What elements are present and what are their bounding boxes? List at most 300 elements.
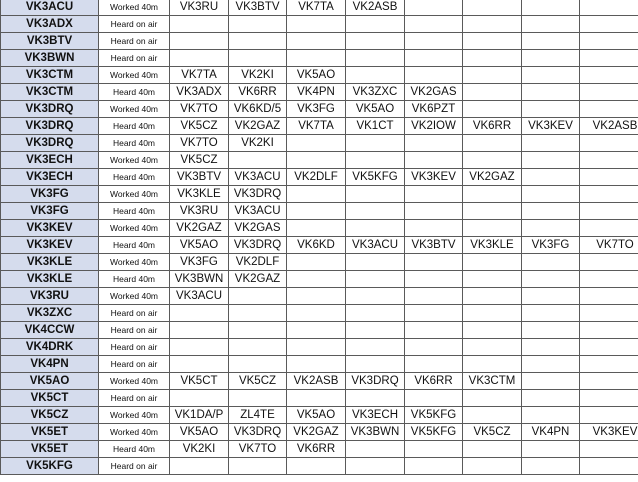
callsign-cell: VK3KEV: [1, 237, 99, 254]
contact-cell: [463, 254, 522, 271]
contact-cell: [346, 458, 405, 475]
status-cell: Heard 40m: [99, 135, 170, 152]
contact-cell: VK7TO: [170, 135, 229, 152]
contact-cell: ZL4TE: [229, 407, 287, 424]
contact-cell: VK3DRQ: [229, 424, 287, 441]
callsign-cell: VK5AO: [1, 373, 99, 390]
contact-cell: [346, 390, 405, 407]
contact-cell: VK3CTM: [463, 373, 522, 390]
status-cell: Worked 40m: [99, 424, 170, 441]
contact-cell: [346, 16, 405, 33]
contact-cell: [580, 101, 638, 118]
contact-cell: VK3FG: [522, 237, 580, 254]
contact-cell: VK3RU: [170, 0, 229, 16]
contact-cell: [346, 288, 405, 305]
contact-cell: [287, 16, 346, 33]
contact-cell: [287, 135, 346, 152]
contact-cell: VK2GAS: [229, 220, 287, 237]
contact-cell: VK3KEV: [405, 169, 463, 186]
contact-cell: [229, 50, 287, 67]
contact-cell: VK3ACU: [346, 237, 405, 254]
contact-cell: VK2ASB: [580, 118, 638, 135]
table-row: [1, 152, 638, 169]
table-row: [1, 288, 638, 305]
table-row: [1, 186, 638, 203]
contact-cell: [463, 152, 522, 169]
contact-cell: [580, 50, 638, 67]
contact-cell: VK2GAZ: [229, 118, 287, 135]
contact-cell: [580, 84, 638, 101]
contact-cell: [463, 135, 522, 152]
contact-cell: VK5AO: [287, 407, 346, 424]
callsign-cell: VK5KFG: [1, 458, 99, 475]
contact-cell: VK2GAS: [405, 84, 463, 101]
contact-cell: [580, 0, 638, 16]
contact-cell: [522, 135, 580, 152]
contact-cell: VK3ACU: [229, 169, 287, 186]
contact-cell: [522, 339, 580, 356]
contact-cell: VK6PZT: [405, 101, 463, 118]
contact-cell: [405, 322, 463, 339]
contact-cell: [580, 220, 638, 237]
contact-cell: [405, 135, 463, 152]
contact-cell: VK5CZ: [463, 424, 522, 441]
contact-cell: [346, 322, 405, 339]
contact-cell: [522, 220, 580, 237]
contact-cell: [580, 152, 638, 169]
table-row: [1, 271, 638, 288]
contact-cell: [405, 0, 463, 16]
contact-cell: [522, 50, 580, 67]
contact-cell: VK5AO: [287, 67, 346, 84]
contact-cell: [580, 203, 638, 220]
contact-cell: VK3KLE: [463, 237, 522, 254]
status-cell: Worked 40m: [99, 288, 170, 305]
contact-cell: VK2GAZ: [287, 424, 346, 441]
contact-cell: VK7TO: [229, 441, 287, 458]
callsign-cell: VK4DRK: [1, 339, 99, 356]
status-cell: Heard on air: [99, 305, 170, 322]
contact-cell: [170, 50, 229, 67]
table-row: [1, 237, 638, 254]
contact-cell: VK3BTV: [229, 0, 287, 16]
contact-cell: [463, 322, 522, 339]
contact-cell: [580, 186, 638, 203]
contact-cell: [522, 373, 580, 390]
contact-cell: [522, 305, 580, 322]
contact-cell: [346, 152, 405, 169]
contact-cell: [580, 356, 638, 373]
callsign-cell: VK3ZXC: [1, 305, 99, 322]
status-cell: Worked 40m: [99, 220, 170, 237]
table-row: [1, 305, 638, 322]
contact-cell: VK3ADX: [170, 84, 229, 101]
callsign-cell: VK4CCW: [1, 322, 99, 339]
table-row: [1, 339, 638, 356]
status-cell: Heard on air: [99, 50, 170, 67]
callsign-cell: VK3ACU: [1, 0, 99, 16]
contact-cell: [580, 254, 638, 271]
contact-cell: [463, 356, 522, 373]
contact-cell: [346, 33, 405, 50]
contact-cell: [405, 356, 463, 373]
contact-cell: [229, 152, 287, 169]
callsign-cell: VK3FG: [1, 203, 99, 220]
contact-cell: [170, 356, 229, 373]
table-row: [1, 356, 638, 373]
contact-cell: VK5AO: [170, 237, 229, 254]
contact-cell: [463, 407, 522, 424]
table-row: [1, 169, 638, 186]
contact-cell: [287, 390, 346, 407]
contact-cell: VK3ZXC: [346, 84, 405, 101]
contact-cell: [522, 67, 580, 84]
contact-cell: [170, 16, 229, 33]
contact-cell: [170, 322, 229, 339]
contact-cell: [346, 50, 405, 67]
contact-cell: [405, 50, 463, 67]
contact-cell: VK3ACU: [229, 203, 287, 220]
callsign-cell: VK5CT: [1, 390, 99, 407]
contact-cell: VK5KFG: [346, 169, 405, 186]
table-row: [1, 322, 638, 339]
contact-cell: VK2GAZ: [229, 271, 287, 288]
contact-cell: [229, 390, 287, 407]
contact-cell: VK3BTV: [170, 169, 229, 186]
contact-cell: VK3KLE: [170, 186, 229, 203]
contact-cell: VK6RR: [287, 441, 346, 458]
contact-cell: VK2KI: [170, 441, 229, 458]
contact-cell: VK2DLF: [287, 169, 346, 186]
contact-cell: [522, 441, 580, 458]
contact-cell: [405, 16, 463, 33]
contact-cell: [522, 0, 580, 16]
contact-cell: [287, 458, 346, 475]
contact-cell: [170, 305, 229, 322]
contact-cell: [463, 186, 522, 203]
contact-cell: VK3FG: [287, 101, 346, 118]
contact-cell: [522, 101, 580, 118]
contact-cell: [346, 356, 405, 373]
table-row: [1, 67, 638, 84]
callsign-cell: VK3FG: [1, 186, 99, 203]
callsign-cell: VK3KEV: [1, 220, 99, 237]
contact-cell: VK6RR: [229, 84, 287, 101]
contact-cell: [522, 458, 580, 475]
contact-cell: [287, 50, 346, 67]
contact-cell: VK3BTV: [405, 237, 463, 254]
contact-cell: [405, 305, 463, 322]
status-cell: Heard 40m: [99, 169, 170, 186]
table-row: [1, 84, 638, 101]
contact-cell: VK1CT: [346, 118, 405, 135]
contact-cell: VK6KD: [287, 237, 346, 254]
contact-cell: [346, 220, 405, 237]
contact-cell: [405, 288, 463, 305]
table-row: [1, 135, 638, 152]
contact-cell: [287, 33, 346, 50]
status-cell: Worked 40m: [99, 186, 170, 203]
table-row: [1, 118, 638, 135]
status-cell: Worked 40m: [99, 67, 170, 84]
table-row: [1, 203, 638, 220]
status-cell: Worked 40m: [99, 254, 170, 271]
contact-cell: [463, 220, 522, 237]
contact-cell: [463, 101, 522, 118]
status-cell: Worked 40m: [99, 407, 170, 424]
table-row: [1, 16, 638, 33]
status-cell: Heard on air: [99, 356, 170, 373]
contact-cell: VK3BWN: [170, 271, 229, 288]
contact-cell: [463, 67, 522, 84]
status-cell: Heard 40m: [99, 118, 170, 135]
table-row: [1, 458, 638, 475]
callsign-cell: VK3DRQ: [1, 101, 99, 118]
contact-cell: [522, 33, 580, 50]
contact-cell: [346, 305, 405, 322]
contact-cell: [346, 441, 405, 458]
contact-cell: VK3DRQ: [229, 186, 287, 203]
contact-cell: [522, 356, 580, 373]
contact-cell: [463, 33, 522, 50]
status-cell: Worked 40m: [99, 101, 170, 118]
contact-cell: [463, 288, 522, 305]
status-cell: Heard on air: [99, 339, 170, 356]
callsign-cell: VK3BTV: [1, 33, 99, 50]
contact-cell: [287, 254, 346, 271]
contact-cell: [522, 152, 580, 169]
contact-cell: VK7TA: [170, 67, 229, 84]
table-row: [1, 424, 638, 441]
contact-cell: VK3FG: [170, 254, 229, 271]
contact-cell: [522, 322, 580, 339]
contact-cell: [405, 458, 463, 475]
table-row: [1, 33, 638, 50]
contact-cell: [463, 16, 522, 33]
contact-cell: [229, 339, 287, 356]
contact-cell: VK6KD/5: [229, 101, 287, 118]
contact-cell: VK2KI: [229, 67, 287, 84]
contact-cell: [580, 339, 638, 356]
callsign-cell: VK3DRQ: [1, 118, 99, 135]
contact-cell: VK5AO: [170, 424, 229, 441]
contact-cell: VK5CZ: [229, 373, 287, 390]
status-cell: Heard 40m: [99, 271, 170, 288]
status-cell: Worked 40m: [99, 373, 170, 390]
table-row: [1, 101, 638, 118]
table-row: [1, 407, 638, 424]
callsign-cell: VK5ET: [1, 441, 99, 458]
contact-cell: VK3BWN: [346, 424, 405, 441]
contact-cell: [463, 50, 522, 67]
contact-cell: [405, 254, 463, 271]
contact-cell: VK5CT: [170, 373, 229, 390]
contact-cell: [405, 152, 463, 169]
table-row: [1, 50, 638, 67]
contact-cell: [346, 271, 405, 288]
callsign-cell: VK4PN: [1, 356, 99, 373]
contact-cell: [346, 67, 405, 84]
contact-cell: [405, 220, 463, 237]
contact-cell: [287, 356, 346, 373]
table-row: [1, 441, 638, 458]
contact-cell: [346, 135, 405, 152]
contact-cell: VK7TA: [287, 0, 346, 16]
contact-cell: [463, 84, 522, 101]
contact-cell: [580, 288, 638, 305]
contact-cell: [405, 67, 463, 84]
contact-cell: [287, 186, 346, 203]
contact-cell: [405, 441, 463, 458]
contact-cell: [522, 407, 580, 424]
callsign-cell: VK3ADX: [1, 16, 99, 33]
contact-cell: [229, 33, 287, 50]
contact-cell: VK3DRQ: [229, 237, 287, 254]
status-cell: Heard on air: [99, 16, 170, 33]
table-row: [1, 390, 638, 407]
contact-cell: [463, 339, 522, 356]
status-cell: Heard 40m: [99, 237, 170, 254]
contact-cell: [522, 186, 580, 203]
contact-cell: [405, 33, 463, 50]
callsign-cell: VK5CZ: [1, 407, 99, 424]
contact-cell: VK4PN: [522, 424, 580, 441]
contact-cell: [229, 322, 287, 339]
contact-cell: VK7TO: [580, 237, 638, 254]
table-row: [1, 373, 638, 390]
contact-cell: VK2IOW: [405, 118, 463, 135]
contact-cell: [287, 152, 346, 169]
contact-cell: VK6RR: [463, 118, 522, 135]
contact-cell: [170, 339, 229, 356]
contact-cell: [229, 288, 287, 305]
contact-cell: VK3ACU: [170, 288, 229, 305]
contact-cell: [522, 16, 580, 33]
contact-cell: VK2GAZ: [170, 220, 229, 237]
status-cell: Heard on air: [99, 322, 170, 339]
contact-cell: [405, 390, 463, 407]
contact-cell: [463, 458, 522, 475]
contact-cell: [405, 339, 463, 356]
contact-cell: VK5KFG: [405, 424, 463, 441]
contact-cell: [522, 254, 580, 271]
contact-cell: [229, 458, 287, 475]
contact-cell: VK7TO: [170, 101, 229, 118]
contact-cell: [580, 458, 638, 475]
contact-cell: [170, 458, 229, 475]
contact-cell: [229, 356, 287, 373]
contact-cell: VK5CZ: [170, 152, 229, 169]
contact-cell: [522, 271, 580, 288]
contact-cell: [580, 135, 638, 152]
contact-cell: VK3DRQ: [346, 373, 405, 390]
contact-cell: [287, 339, 346, 356]
contact-cell: VK5CZ: [170, 118, 229, 135]
contact-cell: [287, 322, 346, 339]
contact-cell: [463, 441, 522, 458]
contact-cell: [346, 203, 405, 220]
contact-cell: [580, 169, 638, 186]
contact-cell: [580, 305, 638, 322]
contact-cell: VK1DA/P: [170, 407, 229, 424]
contact-cell: VK2ASB: [287, 373, 346, 390]
contact-cell: [580, 373, 638, 390]
callsign-cell: VK5ET: [1, 424, 99, 441]
contact-cell: VK6RR: [405, 373, 463, 390]
contact-cell: [287, 203, 346, 220]
contact-cell: VK2DLF: [229, 254, 287, 271]
contact-cell: VK2ASB: [346, 0, 405, 16]
contact-cell: [580, 441, 638, 458]
callsign-cell: VK3ECH: [1, 169, 99, 186]
contact-cell: VK3KEV: [522, 118, 580, 135]
status-cell: Heard on air: [99, 390, 170, 407]
contact-cell: [405, 203, 463, 220]
table-row: [1, 254, 638, 271]
status-cell: Worked 40m: [99, 152, 170, 169]
contact-cell: VK3ECH: [346, 407, 405, 424]
callsign-cell: VK3KLE: [1, 271, 99, 288]
contact-cell: VK2GAZ: [463, 169, 522, 186]
status-cell: Heard on air: [99, 458, 170, 475]
contact-cell: [522, 390, 580, 407]
contact-cell: [522, 84, 580, 101]
contact-cell: [463, 305, 522, 322]
contact-cell: [580, 67, 638, 84]
contact-cell: [463, 0, 522, 16]
contact-cell: [580, 271, 638, 288]
contact-cell: [463, 203, 522, 220]
contact-cell: [580, 16, 638, 33]
status-cell: Heard 40m: [99, 441, 170, 458]
contact-cell: [346, 339, 405, 356]
contact-cell: [229, 305, 287, 322]
contact-cell: [580, 390, 638, 407]
table-row: [1, 0, 638, 16]
callsign-cell: VK3CTM: [1, 84, 99, 101]
contact-cell: [405, 271, 463, 288]
contact-cell: [580, 322, 638, 339]
contact-cell: [522, 288, 580, 305]
contact-cell: VK7TA: [287, 118, 346, 135]
callsign-cell: VK3CTM: [1, 67, 99, 84]
contact-cell: VK5AO: [346, 101, 405, 118]
contact-cell: [229, 16, 287, 33]
callsign-cell: VK3DRQ: [1, 135, 99, 152]
callsign-cell: VK3KLE: [1, 254, 99, 271]
callsign-cell: VK3ECH: [1, 152, 99, 169]
contact-cell: [463, 390, 522, 407]
contact-cell: [580, 407, 638, 424]
contact-cell: [287, 271, 346, 288]
contact-cell: [287, 288, 346, 305]
contact-cell: [580, 33, 638, 50]
contact-cell: VK3KEV: [580, 424, 638, 441]
contact-cell: [346, 254, 405, 271]
status-cell: Worked 40m: [99, 0, 170, 16]
table-row: [1, 220, 638, 237]
table-body: [1, 0, 638, 475]
contact-cell: [522, 203, 580, 220]
contact-cell: [170, 33, 229, 50]
contact-cell: VK3RU: [170, 203, 229, 220]
contact-cell: [405, 186, 463, 203]
contact-cell: [287, 305, 346, 322]
contact-cell: VK5KFG: [405, 407, 463, 424]
contact-cell: [170, 390, 229, 407]
contact-cell: [522, 169, 580, 186]
callsign-cell: VK3RU: [1, 288, 99, 305]
